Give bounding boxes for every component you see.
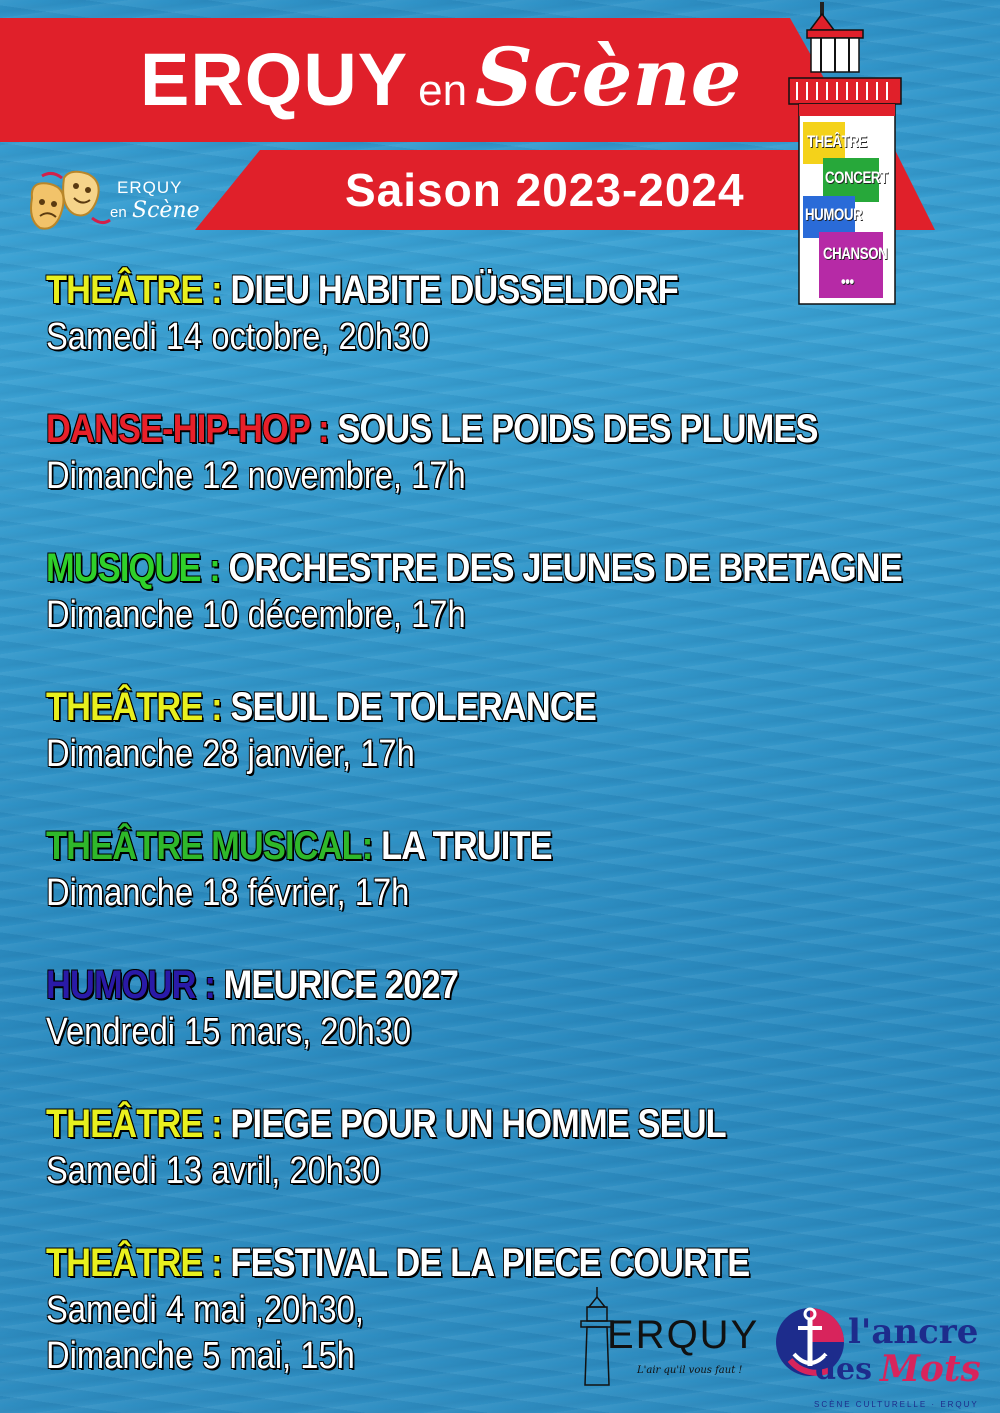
lighthouse-word-concert: CONCERT [825,168,888,187]
des-word: des [815,1352,872,1387]
event-category: THEÂTRE : [46,1102,222,1146]
event-date: Samedi 4 mai ,20h30, [46,1289,364,1331]
title-en: en [418,66,468,115]
event-item [46,683,976,822]
logo-en: en [110,204,127,221]
ancre-des-mots-logo [770,1300,985,1413]
event-date: Samedi 14 octobre, 20h30 [46,316,430,358]
event-title: FESTIVAL DE LA PIECE COURTE [230,1241,750,1285]
theatre-masks-icon [22,170,112,245]
erquy-name: ERQUY [607,1313,760,1357]
logo-erquy: ERQUY [117,178,183,197]
erquy-town-logo [577,1285,760,1390]
event-list [46,266,979,1378]
event-category: THEÂTRE MUSICAL: [46,824,373,868]
event-date: Dimanche 12 novembre, 17h [46,455,466,497]
title-scene: Scène [475,30,742,124]
event-item [46,405,976,544]
event-title: LA TRUITE [381,824,552,868]
ancre-subtitle: SCÈNE CULTURELLE · ERQUY [814,1400,979,1409]
event-category: THEÂTRE : [46,268,222,312]
erquy-slogan: L'air qu'il vous faut ! [637,1365,743,1376]
event-title: ORCHESTRE DES JEUNES DE BRETAGNE [228,546,902,590]
event-category: THEÂTRE : [46,1241,222,1285]
event-title: SEUIL DE TOLERANCE [230,685,596,729]
lighthouse-word-humour: HUMOUR [805,205,863,224]
mots-word: Mots [880,1348,981,1390]
lighthouse-word-theatre: THEÂTRE [807,132,867,151]
event-category: HUMOUR : [46,963,215,1007]
lighthouse-word-chanson: CHANSON [823,244,888,263]
event-date: Dimanche 28 janvier, 17h [46,733,415,775]
logo-scene: Scène [132,198,200,223]
event-title: PIEGE POUR UN HOMME SEUL [230,1102,726,1146]
event-title: DIEU HABITE DÜSSELDORF [230,268,678,312]
erquy-en-scene-logo [22,170,202,245]
event-date-second: Dimanche 5 mai, 15h [46,1335,355,1377]
event-date: Samedi 13 avril, 20h30 [46,1150,381,1192]
event-item [46,822,976,961]
event-title: MEURICE 2027 [223,963,459,1007]
event-date: Vendredi 15 mars, 20h30 [46,1011,412,1053]
lighthouse-word-dots: ••• [841,272,854,291]
event-category: MUSIQUE : [46,546,220,590]
event-date: Dimanche 18 février, 17h [46,872,410,914]
event-item [46,961,976,1100]
title-erquy: ERQUY [140,38,409,121]
event-category: DANSE-HIP-HOP : [46,407,329,451]
event-title: SOUS LE POIDS DES PLUMES [337,407,818,451]
season-label: Saison 2023-2024 [345,164,745,216]
event-item [46,544,976,683]
page-title [140,30,742,124]
ancre-word: l'ancre [848,1312,979,1352]
event-item [46,266,976,405]
event-category: THEÂTRE : [46,685,222,729]
event-date: Dimanche 10 décembre, 17h [46,594,466,636]
event-item [46,1100,976,1239]
